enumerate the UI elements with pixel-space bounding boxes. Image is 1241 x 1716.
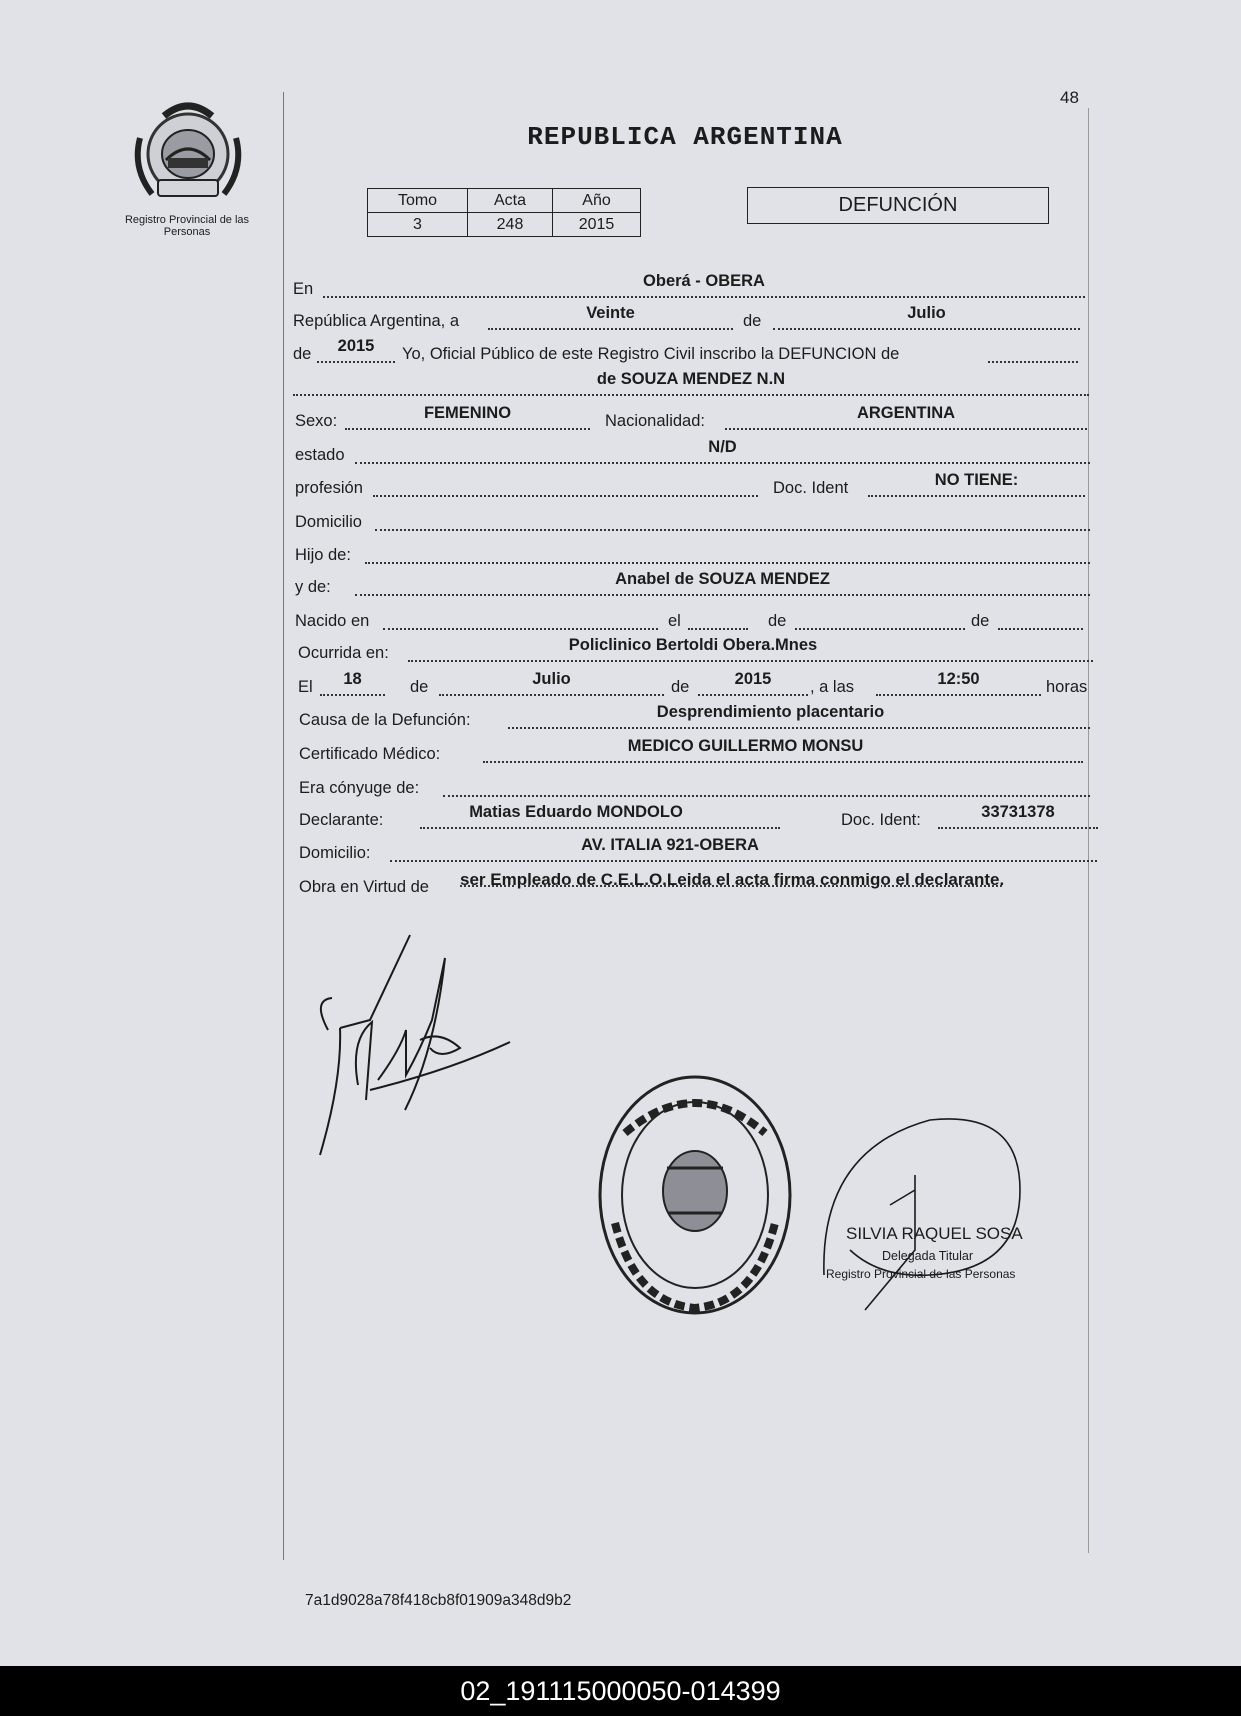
row-sexo: [293, 404, 1093, 432]
label-domicilio: Domicilio: [295, 513, 362, 531]
declarant-signature: [310, 930, 520, 1160]
label-nacido-en: Nacido en: [295, 612, 370, 630]
field-causa: Desprendimiento placentario: [656, 703, 885, 721]
dotted-line: [373, 495, 758, 497]
label-yo: Yo, Oficial Público de este Registro Civil inscribo la DEFUNCION de: [402, 345, 900, 363]
dotted-line: [375, 529, 1090, 531]
row-anio: [293, 337, 1093, 365]
row-declarante: [293, 803, 1103, 831]
field-doc-ident: NO TIENE:: [934, 471, 1019, 489]
dotted-line: [998, 628, 1083, 630]
field-estado: N/D: [708, 438, 737, 456]
field-lugar: Oberá - OBERA: [643, 272, 765, 290]
dotted-line: [317, 361, 395, 363]
dotted-line: [938, 827, 1098, 829]
field-domicilio-declarante: AV. ITALIA 921-OBERA: [581, 836, 759, 854]
page-title: REPUBLICA ARGENTINA: [527, 122, 843, 152]
dotted-line: [293, 394, 1089, 396]
field-certificado: MEDICO GUILLERMO MONSU: [627, 737, 864, 755]
label-y-de: y de:: [295, 578, 331, 596]
footer-id-bar: 02_191115000050-014399: [0, 1666, 1241, 1716]
dotted-line: [408, 660, 1093, 662]
row-hijo-de: [293, 538, 1093, 566]
dotted-line: [725, 428, 1087, 430]
dotted-line: [483, 761, 1083, 763]
field-sexo: FEMENINO: [423, 404, 512, 422]
label-de: de: [768, 612, 787, 630]
field-madre: Anabel de SOUZA MENDEZ: [615, 570, 830, 588]
row-causa: [293, 703, 1103, 731]
field-dia-texto: Veinte: [586, 304, 635, 322]
document-hash: 7a1d9028a78f418cb8f01909a348d9b2: [305, 1592, 572, 1609]
dotted-line: [323, 296, 1085, 298]
provincial-seal-logo: [130, 98, 246, 208]
dotted-line: [439, 694, 664, 696]
label-conyuge: Era cónyuge de:: [299, 779, 420, 797]
left-margin-line: [283, 92, 284, 1560]
field-nacionalidad: ARGENTINA: [856, 404, 956, 422]
label-nacionalidad: Nacionalidad:: [605, 412, 705, 430]
label-doc-ident: Doc. Ident: [773, 479, 849, 497]
field-obra: ser Empleado de C.E.L.O.Leida el acta firma conmigo el declarante.: [460, 870, 1005, 889]
label-republica: República Argentina, a: [293, 312, 460, 330]
dotted-line: [365, 562, 1090, 564]
field-anio: 2015: [337, 337, 375, 355]
dotted-line: [355, 594, 1090, 596]
field-dia: 18: [343, 670, 362, 688]
record-header: Tomo: [368, 189, 468, 213]
row-madre: [293, 570, 1093, 598]
row-estado: [293, 438, 1093, 466]
dotted-line: [320, 694, 385, 696]
record-value-row: [368, 213, 641, 237]
document-type: DEFUNCIÓN: [747, 187, 1049, 224]
dotted-line: [698, 694, 808, 696]
row-profesion: [293, 471, 1093, 499]
label-domicilio2: Domicilio:: [299, 844, 371, 862]
field-hora: 12:50: [937, 670, 980, 688]
dotted-line: [383, 628, 658, 630]
label-ocurrida: Ocurrida en:: [298, 644, 389, 662]
dotted-line: [876, 694, 1041, 696]
label-estado: estado: [295, 446, 345, 464]
dotted-line: [355, 462, 1090, 464]
label-de: de: [743, 312, 762, 330]
row-certificado: [293, 737, 1103, 765]
row-lugar: [293, 272, 1093, 300]
dotted-line: [390, 860, 1097, 862]
label-hijo-de: Hijo de:: [295, 546, 351, 564]
record-value: 2015: [553, 213, 641, 237]
record-table: [367, 188, 641, 237]
dotted-line: [443, 795, 1090, 797]
label-de: de: [293, 345, 312, 363]
label-en: En: [293, 280, 314, 298]
label-certificado: Certificado Médico:: [299, 745, 441, 763]
row-nacido: [293, 604, 1093, 632]
field-mes: Julio: [907, 304, 946, 322]
row-fecha-defuncion: [293, 670, 1103, 698]
row-fecha: [293, 304, 1093, 332]
row-nombre: [293, 370, 1093, 398]
label-a-las: , a las: [810, 678, 855, 696]
row-domicilio: [293, 505, 1093, 533]
label-obra: Obra en Virtud de: [299, 878, 429, 896]
field-declarante: Matias Eduardo MONDOLO: [469, 803, 683, 821]
field-nombre: de SOUZA MENDEZ N.N: [596, 370, 786, 388]
record-header-row: [368, 189, 641, 213]
dotted-line: [420, 827, 780, 829]
label-de: de: [410, 678, 429, 696]
official-name: SILVIA RAQUEL SOSA: [846, 1224, 1023, 1243]
dotted-line: [795, 628, 965, 630]
dotted-line: [345, 428, 590, 430]
dotted-line: [988, 361, 1078, 363]
dotted-line: [508, 727, 1090, 729]
label-horas: horas: [1046, 678, 1088, 696]
label-el: El: [298, 678, 313, 696]
field-doc-declarante: 33731378: [981, 803, 1055, 821]
official-stamp: [595, 1073, 795, 1318]
record-header: Año: [553, 189, 641, 213]
label-sexo: Sexo:: [295, 412, 338, 430]
row-obra: [293, 870, 1103, 898]
dotted-line: [488, 328, 733, 330]
record-header: Acta: [468, 189, 553, 213]
official-role: Delegada Titular: [882, 1249, 974, 1263]
label-profesion: profesión: [295, 479, 363, 497]
row-domicilio-declarante: [293, 836, 1103, 864]
label-doc-ident2: Doc. Ident:: [841, 811, 921, 829]
label-declarante: Declarante:: [299, 811, 384, 829]
label-el: el: [668, 612, 681, 630]
label-causa: Causa de la Defunción:: [299, 711, 471, 729]
dotted-line: [773, 328, 1080, 330]
row-conyuge: [293, 771, 1103, 799]
label-de: de: [671, 678, 690, 696]
dotted-line: [868, 495, 1085, 497]
label-de: de: [971, 612, 990, 630]
field-mes-def: Julio: [532, 670, 571, 688]
page-number: 48: [1060, 88, 1079, 107]
official-signature: [820, 1110, 1030, 1315]
record-value: 248: [468, 213, 553, 237]
field-ocurrida: Policlinico Bertoldi Obera.Mnes: [568, 636, 818, 654]
dotted-line: [688, 628, 748, 630]
field-anio-def: 2015: [734, 670, 772, 688]
logo-caption: Registro Provincial de las Personas: [124, 214, 250, 238]
official-office: Registro Provincial de las Personas: [826, 1267, 1016, 1281]
row-ocurrida: [293, 636, 1093, 664]
record-value: 3: [368, 213, 468, 237]
